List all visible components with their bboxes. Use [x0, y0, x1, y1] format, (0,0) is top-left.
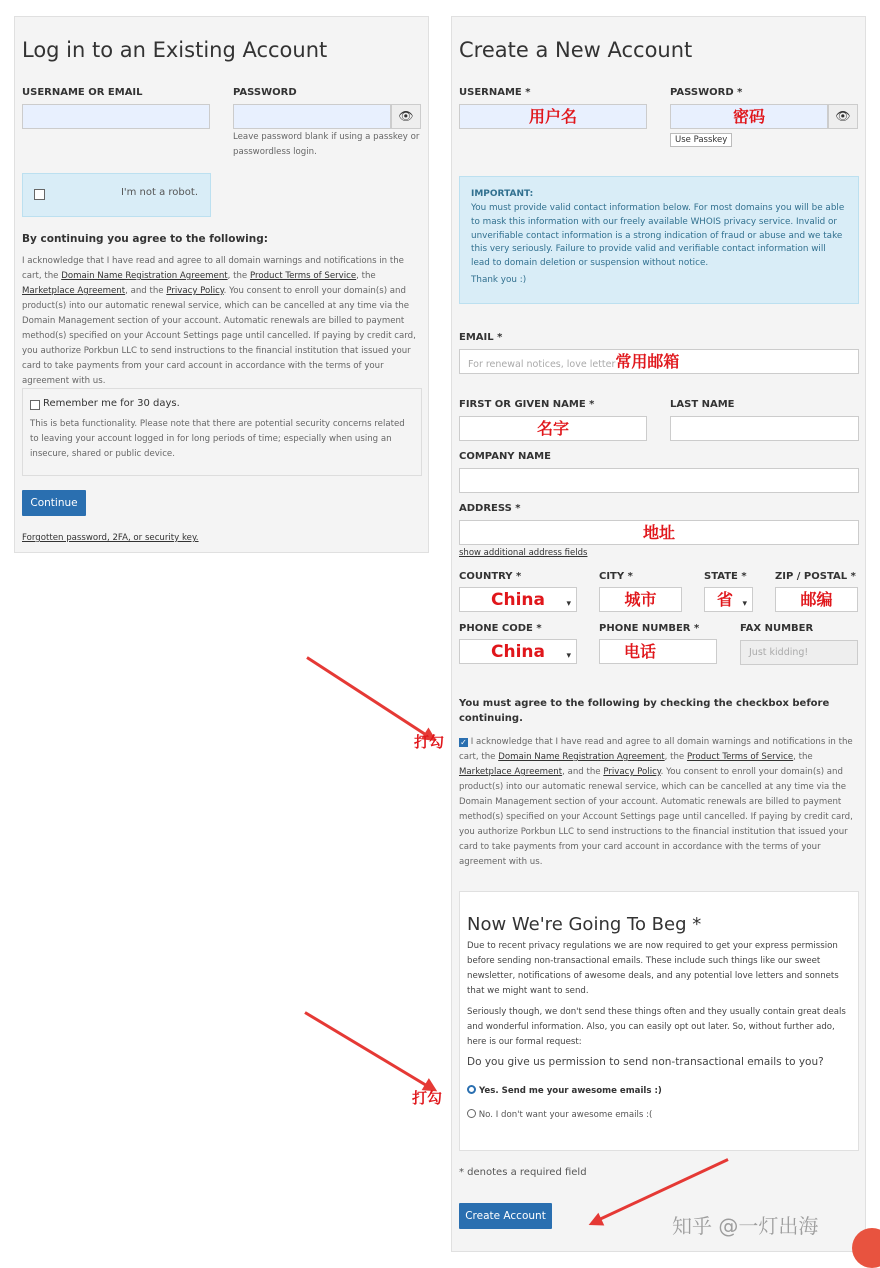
city-input[interactable]: 城市	[599, 587, 682, 612]
forgot-link[interactable]: Forgotten password, 2FA, or security key.	[22, 533, 199, 543]
important-box	[459, 176, 859, 304]
annotation-arrow-2	[304, 1011, 434, 1091]
state-label: STATE *	[704, 571, 747, 582]
country-select[interactable]	[459, 587, 577, 612]
annotation-arrow-1	[306, 656, 433, 740]
email-label: EMAIL *	[459, 332, 503, 343]
remember-box	[22, 388, 422, 476]
important-heading: IMPORTANT:	[471, 189, 534, 199]
annotation-check-1: 打勾	[414, 733, 445, 751]
phone-code-value: China	[491, 642, 545, 662]
state-select[interactable]	[704, 587, 753, 612]
radio-yes-selected[interactable]	[467, 1085, 476, 1094]
first-name-label: FIRST OR GIVEN NAME *	[459, 399, 595, 410]
login-username-input[interactable]	[22, 104, 210, 129]
city-label: CITY *	[599, 571, 633, 582]
link-marketplace[interactable]: Marketplace Agreement	[459, 767, 563, 777]
create-account-button[interactable]: Create Account	[459, 1203, 552, 1229]
zip-label: ZIP / POSTAL *	[775, 571, 856, 582]
watermark: 知乎 @一灯出海	[672, 1214, 819, 1238]
address-input[interactable]: 地址	[459, 520, 859, 545]
important-text: You must provide valid contact information below. For most domains you will be able to mask this information with our freely available WHOIS privacy service. Invalid or unverifiable contact information is a strong indication of fraud or abuse and we take this very seriously. Failure to provide valid and verifiable contact information will lead to domain deletion or suspension without notice.	[471, 203, 845, 269]
must-agree-text: You must agree to the following by checking the checkbox before continuing.	[459, 698, 830, 724]
captcha-label: I'm not a robot.	[120, 187, 198, 198]
link-privacy[interactable]: Privacy Policy	[166, 286, 224, 296]
phone-input[interactable]: 电话	[599, 639, 717, 664]
login-title: Log in to an Existing Account	[22, 38, 328, 62]
corner-badge-icon	[852, 1228, 880, 1268]
link-pts[interactable]: Product Terms of Service	[249, 271, 357, 281]
state-value: 省	[717, 590, 734, 609]
beg-box	[459, 891, 859, 1151]
show-password-icon[interactable]: 👁	[828, 104, 858, 129]
opt-yes[interactable]: Yes. Send me your awesome emails :)	[467, 1085, 851, 1096]
company-input[interactable]	[459, 468, 859, 493]
remember-note: This is beta functionality. Please note that there are potential security concerns related to leaving your account logged in for long periods of time; especially when using an insecure, shared or public device.	[30, 419, 405, 459]
password-help: Leave password blank if using a passkey or passwordless login.	[233, 132, 420, 157]
country-label: COUNTRY *	[459, 571, 522, 582]
company-label: COMPANY NAME	[459, 451, 551, 462]
email-input[interactable]: For renewal notices, love letter常用邮箱	[459, 349, 859, 374]
phone-code-select[interactable]	[459, 639, 577, 664]
create-title: Create a New Account	[459, 38, 693, 62]
beg-p1: Due to recent privacy regulations we are now required to get your express permission before sending non-transactional emails. These include such things like our sweet newsletter, notifications of awesome deals, and any potential love letters and sonnets that we might want to send.	[467, 941, 839, 996]
agree-checkbox[interactable]: ✓	[460, 738, 467, 747]
link-marketplace[interactable]: Marketplace Agreement	[22, 286, 126, 296]
last-name-label: LAST NAME	[670, 399, 735, 410]
use-passkey-button[interactable]: Use Passkey	[670, 133, 732, 147]
radio-no[interactable]	[467, 1109, 476, 1118]
address-label: ADDRESS *	[459, 503, 521, 514]
required-note: * denotes a required field	[459, 1167, 587, 1178]
login-password-input[interactable]	[233, 104, 391, 129]
remember-checkbox[interactable]	[30, 400, 40, 410]
show-address-link[interactable]: show additional address fields	[459, 548, 588, 558]
show-password-icon[interactable]: 👁	[391, 104, 421, 129]
username-label: USERNAME *	[459, 87, 531, 98]
beg-question: Do you give us permission to send non-transactional emails to you?	[467, 1056, 824, 1068]
phone-code-label: PHONE CODE *	[459, 623, 542, 634]
beg-p2: Seriously though, we don't send these things often and they usually contain great deals and wonderful information. Also, you can easily opt out later. So, without further ado, here is our formal request:	[467, 1007, 846, 1047]
link-pts[interactable]: Product Terms of Service	[686, 752, 794, 762]
fax-input[interactable]: Just kidding!	[740, 640, 858, 665]
zip-input[interactable]: 邮编	[775, 587, 858, 612]
first-name-input[interactable]: 名字	[459, 416, 647, 441]
fax-label: FAX NUMBER	[740, 623, 814, 634]
password-label: PASSWORD *	[670, 87, 743, 98]
link-dnra[interactable]: Domain Name Registration Agreement	[61, 271, 228, 281]
continue-button[interactable]: Continue	[22, 490, 86, 516]
login-password-label: PASSWORD	[233, 87, 297, 98]
login-agree-heading: By continuing you agree to the following:	[22, 233, 268, 245]
remember-label: Remember me for 30 days.	[43, 398, 180, 409]
login-username-label: USERNAME OR EMAIL	[22, 87, 143, 98]
create-agree-text: ✓ I acknowledge that I have read and agree to all domain warnings and notifications in the cart, the Domain Name Registration Agreement, the Product Terms of Service, the Marketplace Agreement, and the Privacy Policy. You consent to enroll your domain(s) and product(s) into our automatic renewal service, which can be cancelled at any time via the Domain Management section of your account. Automatic renewals are billed to payment method(s) specified on your Account Settings page until cancelled. If paying by credit card, you authorize Porkbun LLC to send instructions to the financial institution that issued your card to take payments from your card account in accordance with the terms of your agreement with us.	[459, 737, 853, 867]
link-dnra[interactable]: Domain Name Registration Agreement	[498, 752, 665, 762]
captcha-box[interactable]	[22, 173, 211, 217]
password-input[interactable]: 密码	[670, 104, 828, 129]
username-input[interactable]: 用户名	[459, 104, 647, 129]
thanks-text: Thank you :)	[471, 274, 527, 285]
captcha-checkbox[interactable]	[34, 189, 45, 200]
country-value: China	[491, 590, 545, 610]
last-name-input[interactable]	[670, 416, 859, 441]
opt-no[interactable]: No. I don't want your awesome emails :(	[467, 1109, 851, 1120]
beg-title: Now We're Going To Beg *	[467, 914, 702, 935]
annotation-check-2: 打勾	[412, 1089, 443, 1107]
phone-label: PHONE NUMBER *	[599, 623, 700, 634]
link-privacy[interactable]: Privacy Policy	[603, 767, 661, 777]
login-agree-text: I acknowledge that I have read and agree to all domain warnings and notifications in the cart, the Domain Name Registration Agreement, the Product Terms of Service, the Marketplace Agreement, and the Privacy Policy. You consent to enroll your domain(s) and product(s) into our automatic renewal service, which can be cancelled at any time via the Domain Management section of your account. Automatic renewals are billed to payment method(s) specified on your Account Settings page until cancelled. If paying by credit card, you authorize Porkbun LLC to send instructions to the financial institution that issued your card to take payments from your card account in accordance with the terms of your agreement with us.	[22, 256, 416, 386]
